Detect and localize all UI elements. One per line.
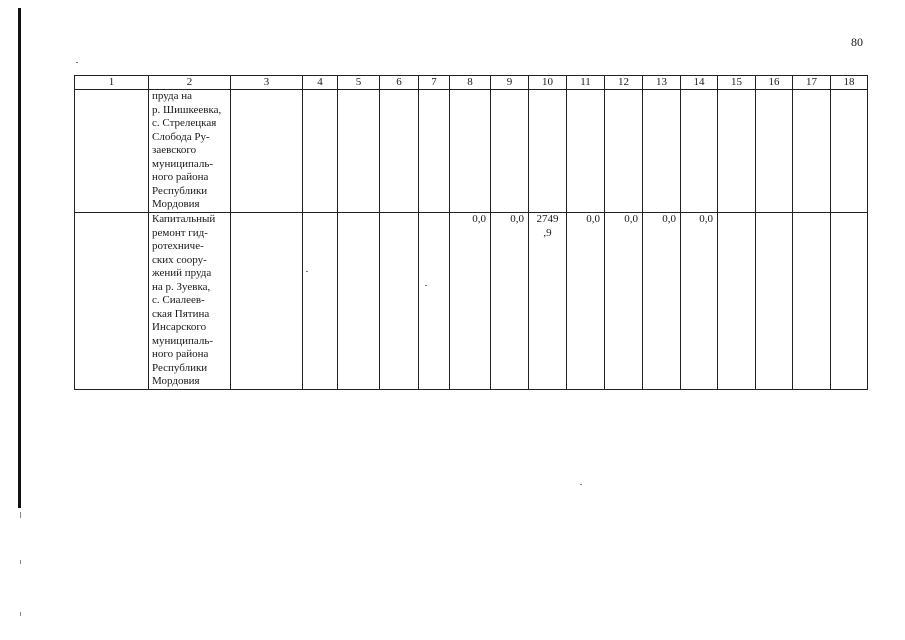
column-number: 3 bbox=[231, 76, 303, 90]
column-number: 14 bbox=[681, 76, 718, 90]
column-number: 12 bbox=[605, 76, 643, 90]
column-number: 5 bbox=[338, 76, 380, 90]
binding-dash-2 bbox=[20, 560, 21, 564]
column-number: 8 bbox=[450, 76, 491, 90]
table-cell bbox=[149, 213, 231, 390]
column-number: 9 bbox=[491, 76, 529, 90]
column-number: 10 bbox=[529, 76, 567, 90]
table-cell bbox=[605, 213, 643, 390]
column-number: 7 bbox=[419, 76, 450, 90]
table-cell bbox=[718, 90, 756, 213]
table-cell bbox=[380, 90, 419, 213]
table-cell bbox=[681, 90, 718, 213]
table-cell bbox=[718, 213, 756, 390]
table-cell bbox=[756, 90, 793, 213]
table-cell bbox=[529, 90, 567, 213]
table-cell bbox=[303, 213, 338, 390]
table-cell bbox=[450, 90, 491, 213]
table-cell bbox=[491, 90, 529, 213]
value-col-9: 0,0 bbox=[510, 213, 524, 225]
table-cell bbox=[419, 90, 450, 213]
column-number: 2 bbox=[149, 76, 231, 90]
table-cell bbox=[831, 90, 868, 213]
table-cell bbox=[491, 213, 529, 390]
table-cell bbox=[338, 90, 380, 213]
table-cell bbox=[338, 213, 380, 390]
table-cell bbox=[75, 213, 149, 390]
table-cell bbox=[831, 213, 868, 390]
table-cell bbox=[793, 90, 831, 213]
column-number: 1 bbox=[75, 76, 149, 90]
value-col-14: 0,0 bbox=[699, 213, 713, 225]
binding-dash-1 bbox=[20, 512, 21, 518]
table-cell bbox=[567, 213, 605, 390]
table-cell bbox=[75, 90, 149, 213]
table-cell bbox=[643, 90, 681, 213]
table-cell bbox=[643, 213, 681, 390]
scan-speck bbox=[76, 62, 78, 63]
table-row bbox=[75, 90, 868, 213]
column-number: 13 bbox=[643, 76, 681, 90]
table-cell bbox=[231, 90, 303, 213]
binding-margin-line bbox=[18, 8, 21, 508]
table-cell bbox=[567, 90, 605, 213]
column-number: 16 bbox=[756, 76, 793, 90]
table-cell bbox=[380, 213, 419, 390]
binding-dash-3 bbox=[20, 612, 21, 616]
table-cell bbox=[793, 213, 831, 390]
column-number-row bbox=[75, 76, 868, 90]
data-table bbox=[74, 75, 868, 390]
table-cell bbox=[149, 90, 231, 213]
column-number: 18 bbox=[831, 76, 868, 90]
page-number: 80 bbox=[851, 35, 863, 49]
table-cell bbox=[605, 90, 643, 213]
table-cell bbox=[231, 213, 303, 390]
column-number: 15 bbox=[718, 76, 756, 90]
table-cell bbox=[756, 213, 793, 390]
value-col-12: 0,0 bbox=[624, 213, 638, 225]
scan-speck bbox=[580, 484, 582, 485]
value-col-8: 0,0 bbox=[472, 213, 486, 225]
table-cell bbox=[419, 213, 450, 390]
table-cell bbox=[529, 213, 567, 390]
value-col-10: 2749 ,9 bbox=[536, 213, 559, 239]
table-cell bbox=[303, 90, 338, 213]
column-number: 6 bbox=[380, 76, 419, 90]
value-col-11: 0,0 bbox=[586, 213, 600, 225]
table-cell bbox=[450, 213, 491, 390]
table-row bbox=[75, 213, 868, 390]
value-col-13: 0,0 bbox=[662, 213, 676, 225]
table-cell bbox=[681, 213, 718, 390]
row-description: пруда на р. Шишкеевка, с. Стрелецкая Слобода Ру- заевского муниципаль- ного района Республики Мордовия bbox=[152, 90, 222, 210]
row-description: Капитальный ремонт гид- ротехниче- ских соору- жений пруда на р. Зуевка, с. Сиалеев- ская Пятина Инсарского муниципаль- ного района Республики Мордовия bbox=[152, 213, 216, 387]
column-number: 4 bbox=[303, 76, 338, 90]
column-number: 11 bbox=[567, 76, 605, 90]
column-number: 17 bbox=[793, 76, 831, 90]
